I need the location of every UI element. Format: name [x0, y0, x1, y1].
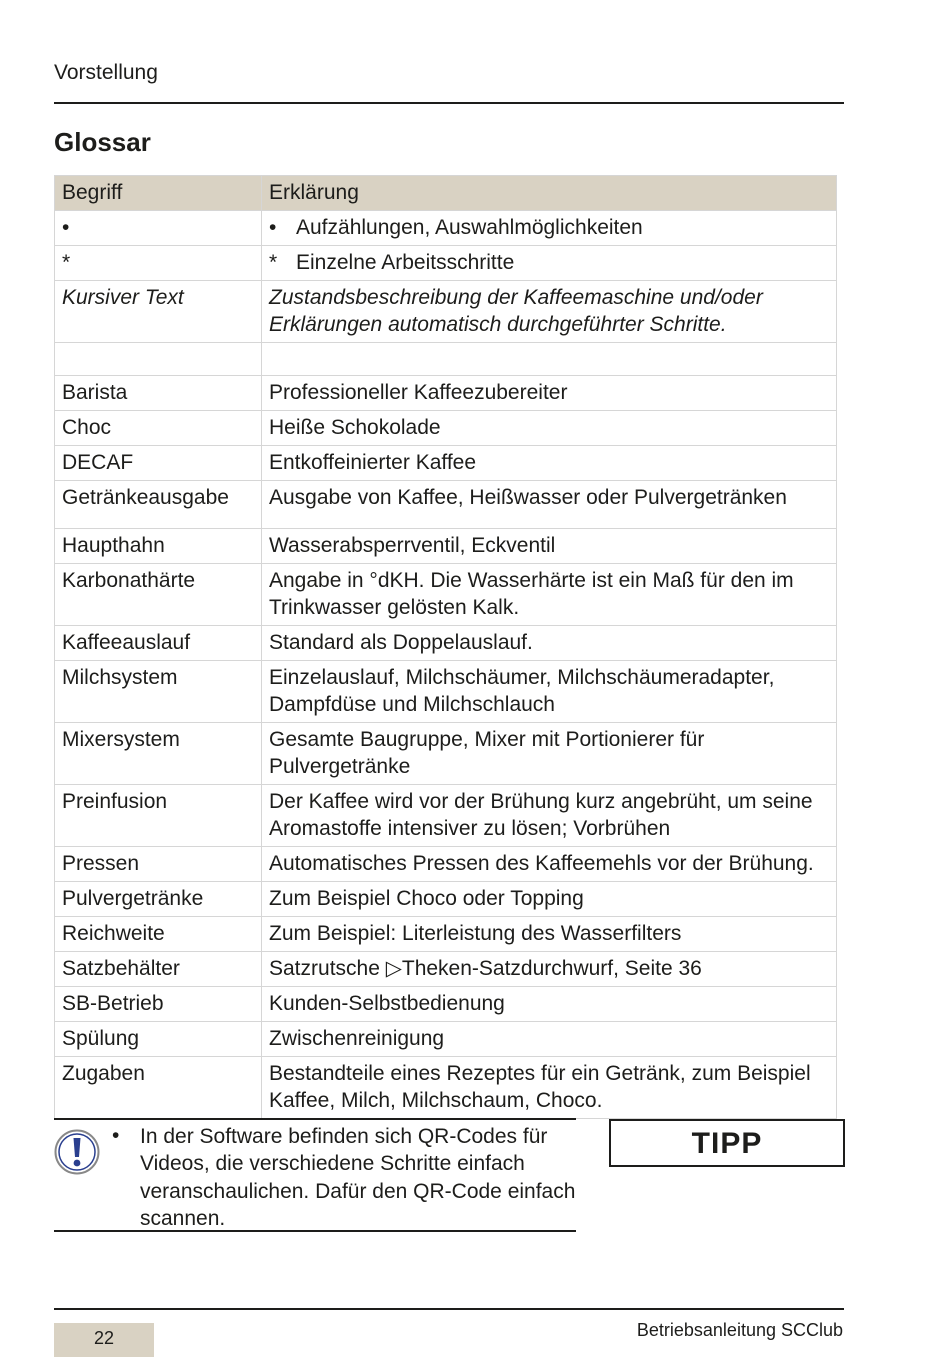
empty-cell: [55, 343, 262, 376]
table-row: [55, 987, 837, 1022]
note-box: [54, 1118, 576, 1232]
term-cell: Barista: [55, 376, 262, 411]
explanation-cell: Ausgabe von Kaffee, Heißwasser oder Pulvergetränken: [262, 481, 837, 529]
table-row: [55, 626, 837, 661]
asterisk-symbol: *: [269, 251, 278, 274]
explanation-cell: Zwischenreinigung: [262, 1022, 837, 1057]
term-cell: Pulvergetränke: [55, 882, 262, 917]
page-title: Glossar: [54, 127, 151, 157]
header-divider: [54, 102, 844, 104]
term-cell: SB-Betrieb: [55, 987, 262, 1022]
explanation-cell: Entkoffeinierter Kaffee: [262, 446, 837, 481]
table-row: [55, 882, 837, 917]
explanation-cell: Kunden-Selbstbedienung: [262, 987, 837, 1022]
table-row: [55, 917, 837, 952]
explanation-cell: Satzrutsche ▷Theken-Satzdurchwurf, Seite 36: [262, 952, 837, 987]
table-row: [55, 785, 837, 847]
table-row: [55, 661, 837, 723]
explanation-cell: Zustandsbeschreibung der Kaffeemaschine und/oder Erklärungen automatisch durchgeführter Schritte.: [262, 281, 837, 343]
term-cell: Zugaben: [55, 1057, 262, 1119]
explanation-cell: Wasserabsperrventil, Eckventil: [262, 529, 837, 564]
table-row: [55, 281, 837, 343]
term-cell: Haupthahn: [55, 529, 262, 564]
term-cell: Mixersystem: [55, 723, 262, 785]
note-text: In der Software befinden sich QR-Codes für Videos, die verschiedene Schritte einfach veranschaulichen. Dafür den QR-Code einfach scannen.: [140, 1125, 576, 1230]
term-cell: Kaffeeauslauf: [55, 626, 262, 661]
table-row: [55, 481, 837, 529]
explanation-text: Einzelne Arbeitsschritte: [296, 251, 515, 274]
explanation-cell: Der Kaffee wird vor der Brühung kurz angebrüht, um seine Aromastoffe intensiver zu lösen; Vorbrühen: [262, 785, 837, 847]
note-bullet: •: [112, 1124, 120, 1147]
explanation-cell: Angabe in °dKH. Die Wasserhärte ist ein Maß für den im Trinkwasser gelösten Kalk.: [262, 564, 837, 626]
explanation-cell: [262, 246, 837, 281]
table-row: [55, 446, 837, 481]
explanation-cell: Heiße Schokolade: [262, 411, 837, 446]
exclamation-circle-icon: [54, 1129, 100, 1180]
running-header: Vorstellung: [54, 61, 158, 84]
term-cell: •: [55, 211, 262, 246]
table-row: [55, 723, 837, 785]
table-row: [55, 952, 837, 987]
table-row: [55, 246, 837, 281]
term-cell: Karbonathärte: [55, 564, 262, 626]
explanation-cell: Zum Beispiel Choco oder Topping: [262, 882, 837, 917]
table-header-row: [55, 176, 837, 211]
document-title: Betriebsanleitung SCClub: [636, 1320, 843, 1340]
term-cell: Kursiver Text: [55, 281, 262, 343]
bullet-symbol: •: [269, 216, 277, 239]
term-cell: Spülung: [55, 1022, 262, 1057]
explanation-cell: Einzelauslauf, Milchschäumer, Milchschäumeradapter, Dampfdüse und Milchschlauch: [262, 661, 837, 723]
footer-divider: [54, 1308, 844, 1310]
explanation-cell: Professioneller Kaffeezubereiter: [262, 376, 837, 411]
table-row: [55, 376, 837, 411]
term-cell: Getränkeausgabe: [55, 481, 262, 529]
glossary-table: [54, 175, 837, 1119]
term-cell: Milchsystem: [55, 661, 262, 723]
page-number: 22: [54, 1323, 154, 1357]
table-row: [55, 1022, 837, 1057]
explanation-text: Aufzählungen, Auswahlmöglichkeiten: [296, 216, 643, 239]
explanation-cell: Bestandteile eines Rezeptes für ein Getränk, zum Beispiel Kaffee, Milch, Milchschaum, Choco.: [262, 1057, 837, 1119]
term-cell: Pressen: [55, 847, 262, 882]
term-cell: *: [55, 246, 262, 281]
term-cell: Reichweite: [55, 917, 262, 952]
explanation-cell: Automatisches Pressen des Kaffeemehls vor der Brühung.: [262, 847, 837, 882]
table-row: [55, 211, 837, 246]
tip-label: TIPP: [609, 1119, 845, 1167]
column-header-term: Begriff: [55, 176, 262, 211]
column-header-explanation: Erklärung: [262, 176, 837, 211]
table-row: [55, 564, 837, 626]
term-cell: Satzbehälter: [55, 952, 262, 987]
explanation-cell: Gesamte Baugruppe, Mixer mit Portionierer für Pulvergetränke: [262, 723, 837, 785]
table-row: [55, 847, 837, 882]
table-spacer-row: [55, 343, 837, 376]
term-cell: DECAF: [55, 446, 262, 481]
table-row: [55, 411, 837, 446]
table-row: [55, 529, 837, 564]
empty-cell: [262, 343, 837, 376]
term-cell: Choc: [55, 411, 262, 446]
explanation-cell: [262, 211, 837, 246]
term-cell: Preinfusion: [55, 785, 262, 847]
explanation-cell: Standard als Doppelauslauf.: [262, 626, 837, 661]
table-row: [55, 1057, 837, 1119]
explanation-cell: Zum Beispiel: Literleistung des Wasserfilters: [262, 917, 837, 952]
